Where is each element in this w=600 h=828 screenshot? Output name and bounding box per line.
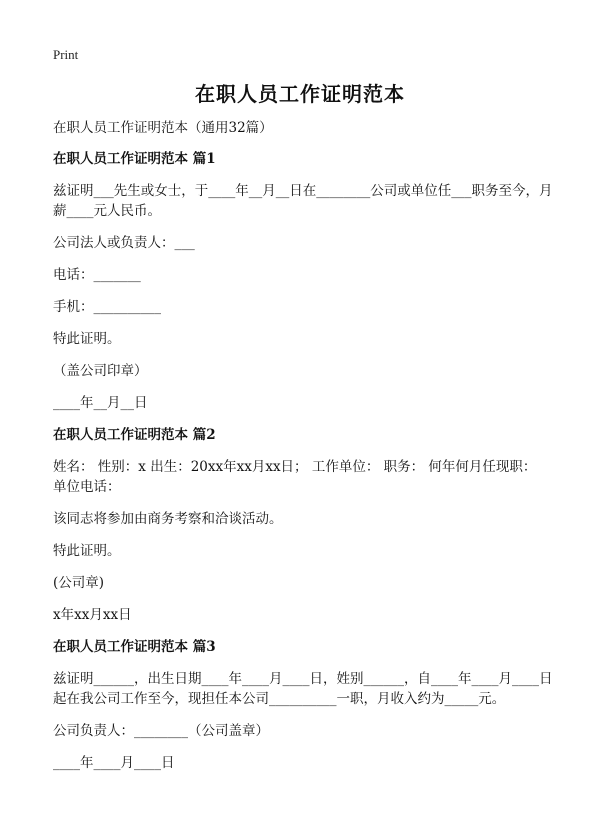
section-1-line-3: 电话：_______ xyxy=(53,267,141,283)
section-3-line-1: 兹证明______，出生日期____年____月____日，姓别______，自____年____月____日起在我公司工作至今，现担任本公司__________一职，月收入约为_____元。 xyxy=(53,671,553,707)
section-2-line-1: 姓名： 性别：x 出生：20xx年xx月xx日； 工作单位： 职务： 何年何月任现职： 单位电话： xyxy=(53,459,541,495)
document-subtitle: 在职人员工作证明范本（通用32篇） xyxy=(53,120,273,136)
section-heading-1: 在职人员工作证明范本 篇1 xyxy=(53,151,216,167)
section-heading-2: 在职人员工作证明范本 篇2 xyxy=(53,427,216,443)
section-2-line-5: x年xx月xx日 xyxy=(53,607,132,623)
section-1-line-5: 特此证明。 xyxy=(53,331,121,347)
section-1-line-2: 公司法人或负责人：___ xyxy=(53,235,195,251)
document-body xyxy=(53,112,553,773)
section-1-line-4: 手机：__________ xyxy=(53,299,161,315)
section-1-line-7: ____年__月__日 xyxy=(53,395,148,411)
section-1-line-6: （盖公司印章） xyxy=(53,363,148,379)
section-heading-3: 在职人员工作证明范本 篇3 xyxy=(53,639,216,655)
section-2-line-4: (公司章) xyxy=(53,575,105,591)
section-2-line-3: 特此证明。 xyxy=(53,543,121,559)
print-label: Print xyxy=(53,47,79,62)
section-2-line-2: 该同志将参加由商务考察和洽谈活动。 xyxy=(53,511,283,527)
document-title: 在职人员工作证明范本 xyxy=(195,82,405,106)
section-1-line-1: 兹证明___先生或女士，于____年__月__日在________公司或单位任___职务至今，月薪____元人民币。 xyxy=(53,183,553,219)
section-3-line-2: 公司负责人：________（公司盖章） xyxy=(53,723,269,739)
section-3-line-3: ____年____月____日 xyxy=(53,755,175,771)
